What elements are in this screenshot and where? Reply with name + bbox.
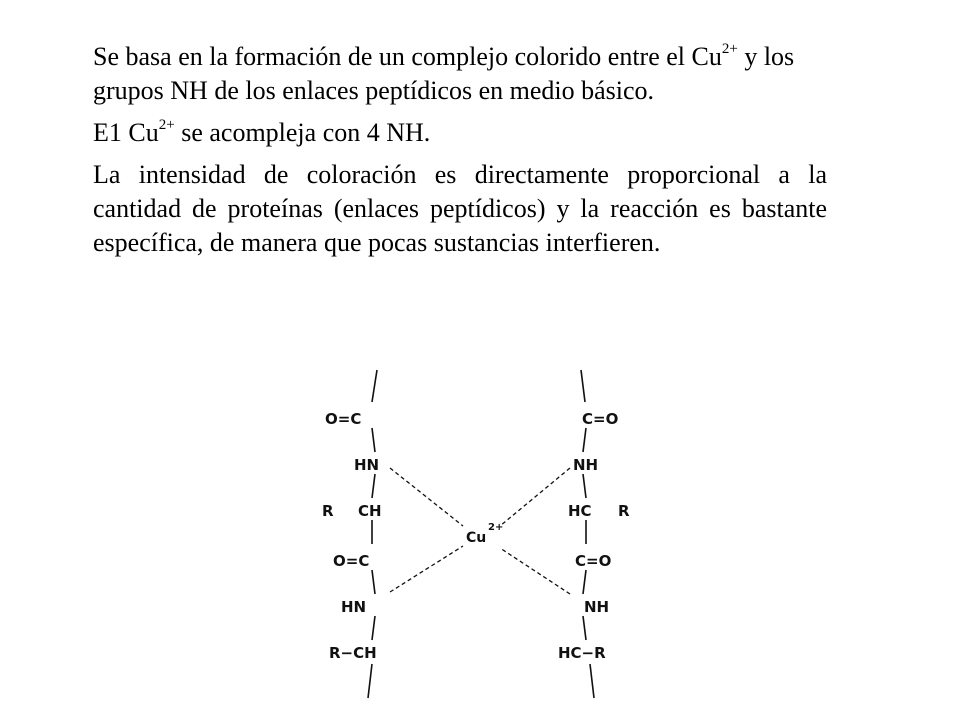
- left-amide-nh-top: HN: [354, 456, 380, 474]
- right-bond-nh-hc-lower: [583, 616, 586, 640]
- text-block: [93, 40, 827, 260]
- paragraph-cu-complex: [93, 116, 827, 150]
- biuret-complex-svg: [300, 362, 660, 720]
- paragraph-intensity: La intensidad de coloración es directamente proporcional a la cantidad de proteínas (enlaces peptídicos) y la reacción es bastante específica, de manera que pocas sustancias interfieren.: [93, 160, 827, 257]
- coordination-bond-left-bottom: [390, 546, 463, 592]
- right-bond-nh-hc: [583, 474, 586, 498]
- p1-text-end: y los grupos NH de los enlaces peptídicos en medio básico.: [93, 42, 795, 105]
- right-alpha-hc: HC: [568, 502, 592, 520]
- left-r-ch-bottom: R−CH: [329, 644, 377, 662]
- right-hc-r-bottom: HC−R: [558, 644, 606, 662]
- left-amide-nh-bottom: HN: [341, 598, 367, 616]
- coordination-bond-left-top: [390, 468, 463, 526]
- left-bond-c-hn-lower: [372, 570, 375, 594]
- right-amide-nh-top: NH: [573, 456, 599, 474]
- right-side-chain-r: R: [618, 502, 630, 520]
- left-side-chain-r: R: [322, 502, 334, 520]
- right-carbonyl-mid: C=O: [575, 552, 612, 570]
- p2-text-start: E1 Cu: [93, 118, 159, 147]
- coordination-bond-right-top: [500, 468, 570, 526]
- left-bond-hn-ch: [372, 474, 375, 498]
- biuret-complex-diagram: [300, 362, 660, 720]
- p2-charge-superscript: 2+: [158, 117, 175, 134]
- left-carbonyl-top: O=C: [325, 410, 362, 428]
- copper-ion-charge: 2+: [488, 522, 504, 533]
- left-alpha-ch: CH: [358, 502, 382, 520]
- left-bond-top-stub: [372, 370, 377, 402]
- p1-charge-superscript: 2+: [721, 41, 738, 58]
- copper-ion-label: Cu: [466, 530, 487, 546]
- left-bond-bottom-stub: [368, 664, 372, 698]
- paragraph-biuret-basis: [93, 40, 827, 108]
- right-bond-top-stub: [581, 370, 585, 402]
- left-bond-c-hn: [372, 428, 375, 452]
- right-amide-nh-bottom: NH: [584, 598, 610, 616]
- right-bond-bottom-stub: [590, 664, 594, 698]
- right-carbonyl-top: C=O: [582, 410, 619, 428]
- p1-text-start: Se basa en la formación de un complejo colorido entre el Cu: [93, 42, 722, 71]
- left-bond-hn-ch-lower: [372, 616, 375, 640]
- left-carbonyl-mid: O=C: [333, 552, 370, 570]
- p2-text-end: se acompleja con 4 NH.: [174, 118, 431, 147]
- coordination-bond-right-bottom: [500, 548, 570, 594]
- right-bond-c-nh: [583, 428, 586, 452]
- right-bond-c-nh-lower: [583, 570, 586, 594]
